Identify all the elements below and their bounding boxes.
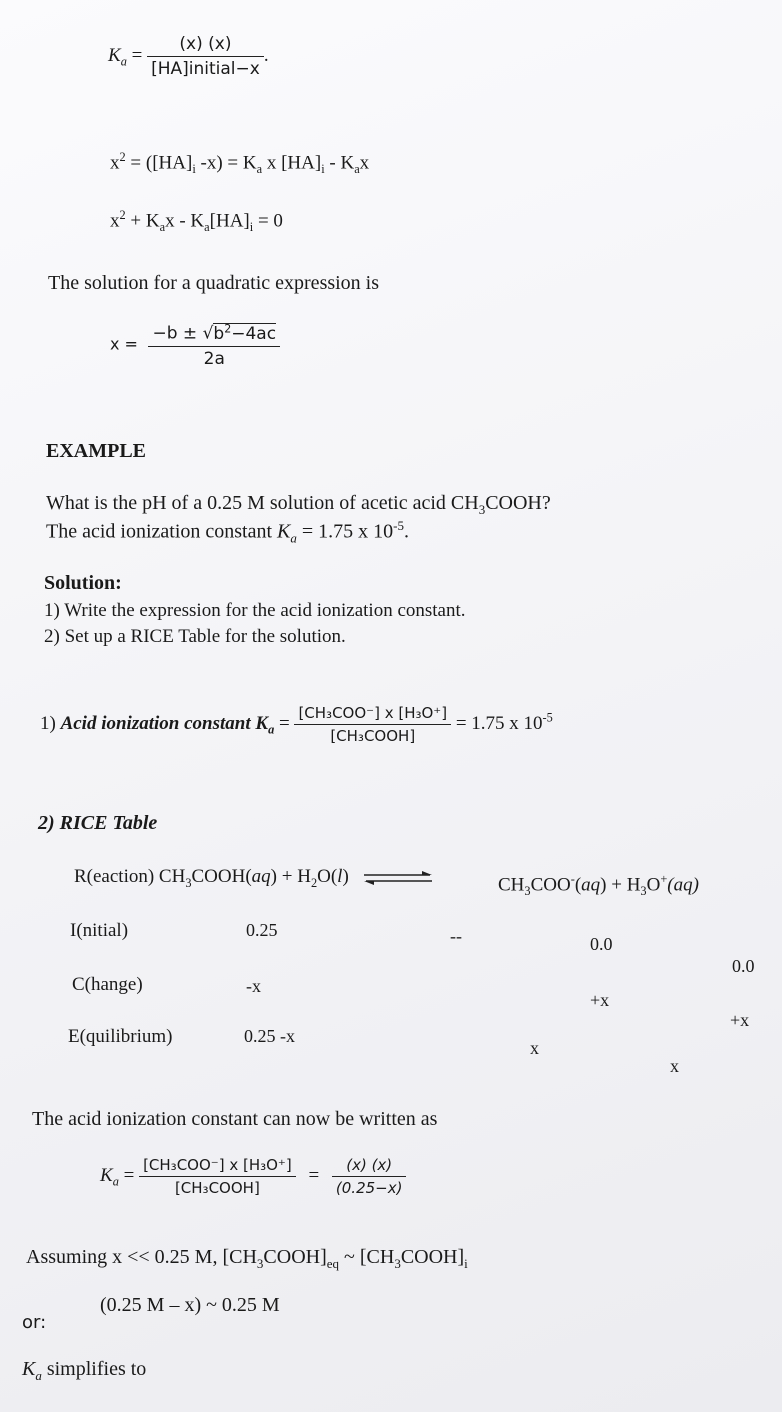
ka-expression: 1) Acid ionization constant $K_a$ = $\frac{\text{[CH₃COO⁻] x [H₃O⁺]}}{\text{[CH₃COOH]}}$ = 1.75 x $10^{-5}$: [40, 704, 553, 745]
example-heading: EXAMPLE: [46, 440, 146, 462]
step-2: 2) Set up a RICE Table for the solution.: [44, 626, 346, 647]
rice-initial-hydronium: 0.0: [732, 956, 755, 976]
ka-now-fraction-2: $\frac{(x) (x)}{(0.25-x)}$: [332, 1156, 407, 1197]
rice-heading: 2) RICE Table: [38, 812, 158, 834]
rice-reaction-row: R(eaction) $CH_3COOH(aq) + H_2O(l)$: [74, 866, 442, 891]
question-line-2: The acid ionization constant $K_a = 1.75$ x $10^{-5}$.: [46, 518, 410, 546]
assumption-text: Assuming x << 0.25 M, $[CH_3COOH]_{eq}$ ~ $[CH_3COOH]_i$: [26, 1246, 468, 1271]
equilibrium-arrow-icon: [362, 870, 434, 886]
ka-symbol: K: [108, 44, 121, 66]
ka-now-fraction-1: $\frac{\text{[CH₃COO⁻] x [H₃O⁺]}}{\text{[CH₃COOH]}}$: [139, 1156, 296, 1197]
quadratic-formula: x = $\frac{-b \pm √b^2-4ac}{2a}$: [110, 322, 280, 369]
rearranged-equation: $x^2 = ([HA]_i$ $-x) = K_a$ x $[HA]_i - K_ax$: [110, 150, 370, 177]
rice-equilibrium-hydronium: x: [670, 1056, 679, 1076]
ka-expression-fraction: $\frac{\text{[CH₃COO⁻] x [H₃O⁺]}}{\text{[CH₃COOH]}}$: [294, 704, 451, 745]
rice-products: $CH_3COO^-(aq) + H_3O^+(aq)$: [498, 872, 699, 899]
rice-initial-acid: 0.25: [246, 920, 278, 940]
rice-equilibrium-acetate: x: [530, 1038, 539, 1058]
ka-now-intro: The acid ionization constant can now be written as: [32, 1108, 438, 1130]
solution-label: Solution:: [44, 572, 122, 594]
rice-equilibrium-label: E(quilibrium): [68, 1026, 173, 1047]
rice-initial-water: --: [450, 926, 462, 946]
rice-change-acetate: +x: [590, 990, 610, 1010]
ka-simplifies-text: $K_a$ simplifies to: [22, 1358, 147, 1383]
rice-change-label: C(hange): [72, 974, 143, 995]
quadratic-intro-text: The solution for a quadratic expression is: [48, 272, 380, 294]
ka-fraction: [147, 34, 264, 79]
rice-initial-label: I(nitial): [70, 920, 129, 941]
quadratic-form-equation: $x^2 + K_ax - K_a[HA]_i = 0$: [110, 208, 283, 235]
rice-change-hydronium: +x: [730, 1010, 750, 1030]
rice-change-acid: -x: [246, 976, 261, 996]
rice-equilibrium-acid: 0.25 -x: [244, 1026, 295, 1046]
ka-definition-equation: $K_a$ = $\frac{(x) (x)}{\text{[HA]initial−x}}$ .: [108, 34, 269, 79]
or-expression: (0.25 M – x) ~ 0.25 M: [100, 1294, 280, 1316]
ka-numerator: (x) (x): [147, 34, 264, 57]
sqrt-icon: √: [202, 323, 214, 344]
rice-initial-acetate: 0.0: [590, 934, 613, 954]
ka-denominator: [HA]initial−x: [151, 59, 260, 79]
step-1: 1) Write the expression for the acid ionization constant.: [44, 600, 466, 621]
quadratic-fraction: $\frac{-b \pm √b^2-4ac}{2a}$: [148, 322, 280, 369]
question-line-1: What is the pH of a 0.25 M solution of acetic acid $CH_3COOH$?: [46, 492, 551, 517]
or-label: or:: [22, 1312, 47, 1333]
ka-now-equation: $K_a$ = $\frac{\text{[CH₃COO⁻] x [H₃O⁺]}}{\text{[CH₃COOH]}}$ = $\frac{(x) (x)}{(0.25-x)}$: [100, 1156, 406, 1197]
